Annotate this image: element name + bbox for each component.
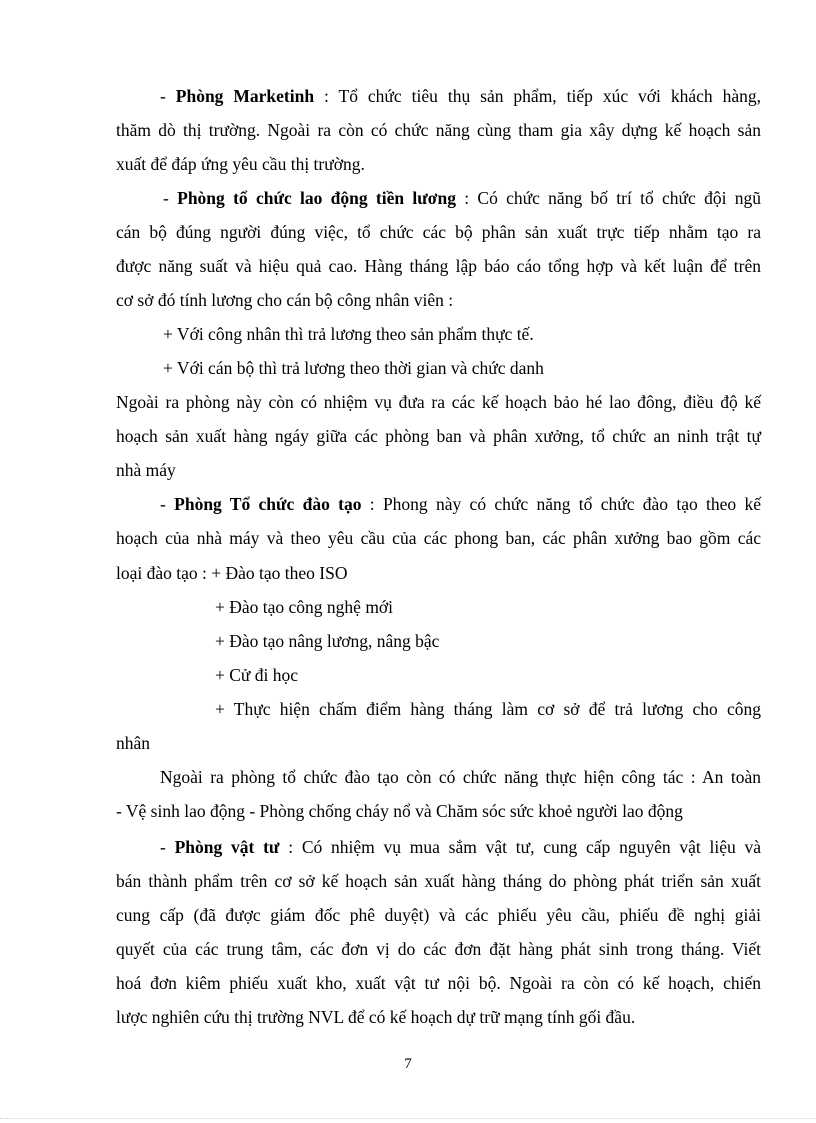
supplies-line-1: - Phòng vật tư : Có nhiệm vụ mua sắm vật tư, cung cấp nguyên vật liệu và: [160, 837, 762, 857]
supplies-line-6: lược nghiên cứu thị trường NVL để có kế hoạch dự trữ mạng tính gối đầu.: [116, 1007, 636, 1027]
labor-extra-line-2: hoạch sản xuất hàng ngáy giữa các phòng ban và phân xưởng, tổ chức an ninh trật tự: [116, 426, 761, 446]
marketing-line-1: - Phòng Marketinh : Tổ chức tiêu thụ sản phẩm, tiếp xúc với khách hàng,: [160, 86, 761, 106]
training-line-2: hoạch của nhà máy và theo yêu cầu của các phong ban, các phân xưởng bao gồm các: [116, 528, 761, 548]
labor-heading: Phòng tổ chức lao động tiền lương: [177, 188, 456, 208]
safety-line-2: - Vệ sinh lao động - Phòng chống cháy nổ và Chăm sóc sức khoẻ người lao động: [116, 801, 683, 821]
labor-line-2: cán bộ đúng người đúng việc, tổ chức các bộ phân sản xuất trực tiếp nhằm tạo ra: [116, 222, 761, 242]
safety-line-1: Ngoài ra phòng tổ chức đào tạo còn có chức năng thực hiện công tác : An toàn: [160, 767, 761, 787]
training-item-2: + Đào tạo nâng lương, nâng bậc: [215, 631, 440, 651]
training-item-1: + Đào tạo công nghệ mới: [215, 597, 394, 617]
training-item-4-cont: nhân: [116, 733, 151, 753]
training-item-3: + Cử đi học: [215, 665, 299, 685]
marketing-heading: Phòng Marketinh: [175, 86, 315, 106]
labor-item-1: + Với công nhân thì trả lương theo sản phẩm thực tế.: [163, 324, 534, 344]
training-line-1: - Phòng Tổ chức đào tạo : Phong này có chức năng tổ chức đào tạo theo kế: [160, 494, 762, 514]
supplies-line-4: quyết của các trung tâm, các đơn vị do các đơn đặt hàng phát sinh trong tháng. Viết: [116, 939, 761, 959]
supplies-line-3: cung cấp (đã được giám đốc phê duyệt) và các phiếu yêu cầu, phiếu đề nghị giải: [116, 905, 761, 925]
page-number: 7: [404, 1056, 412, 1072]
page-edge-divider: [0, 1118, 816, 1119]
training-item-4: + Thực hiện chấm điểm hàng tháng làm cơ sở để trả lương cho công: [215, 699, 761, 719]
marketing-line-3: xuất để đáp ứng yêu cầu thị trường.: [116, 154, 365, 174]
supplies-heading: Phòng vật tư: [174, 837, 280, 857]
training-line-3: loại đào tạo : + Đào tạo theo ISO: [116, 563, 348, 583]
labor-line-1: - Phòng tổ chức lao động tiền lương : Có chức năng bố trí tổ chức đội ngũ: [163, 188, 762, 208]
marketing-line-2: thăm dò thị trường. Ngoài ra còn có chức năng cùng tham gia xây dựng kế hoạch sản: [116, 120, 761, 140]
supplies-line-5: hoá đơn kiêm phiếu xuất kho, xuất vật tư nội bộ. Ngoài ra còn có kế hoạch, chiến: [116, 973, 761, 993]
labor-line-4: cơ sở đó tính lương cho cán bộ công nhân viên :: [116, 290, 454, 310]
labor-extra-line-1: Ngoài ra phòng này còn có nhiệm vụ đưa ra các kế hoạch bảo hé lao đông, điều độ kế: [116, 392, 761, 412]
training-heading: Phòng Tổ chức đào tạo: [174, 494, 362, 514]
labor-extra-line-3: nhà máy: [116, 460, 176, 480]
labor-line-3: được năng suất và hiệu quả cao. Hàng tháng lập báo cáo tổng hợp và kết luận để trên: [116, 256, 761, 276]
supplies-line-2: bán thành phẩm trên cơ sở kế hoạch sản xuất hàng tháng do phòng phát triển sản xuất: [116, 871, 761, 891]
labor-item-2: + Với cán bộ thì trả lương theo thời gian và chức danh: [163, 358, 544, 378]
